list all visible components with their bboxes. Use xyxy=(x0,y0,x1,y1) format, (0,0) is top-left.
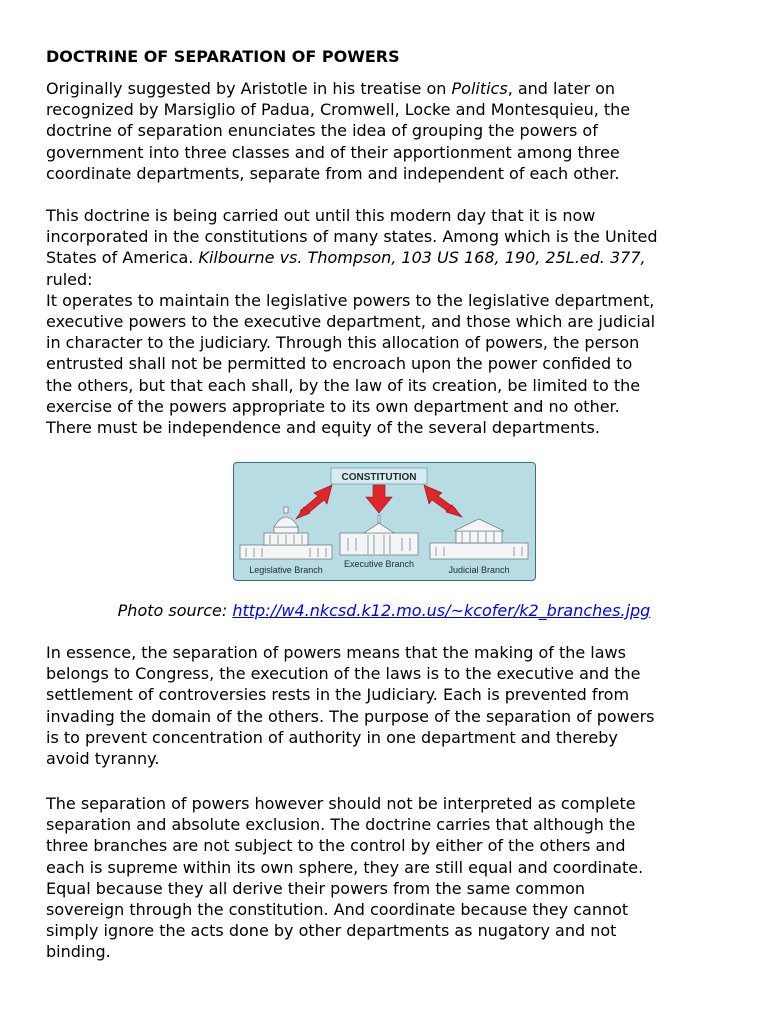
text-line: doctrine of separation enunciates the idea of grouping the powers of xyxy=(46,121,598,141)
arrow-down-icon xyxy=(366,485,392,513)
text-line: It operates to maintain the legislative powers to the legislative department, xyxy=(46,290,655,310)
text-line: The separation of powers however should not be interpreted as complete xyxy=(46,794,636,813)
text-run: Originally suggested by Aristotle in his treatise on xyxy=(46,79,452,98)
paragraph-modern-day xyxy=(46,205,736,438)
text-line: exercise of the powers appropriate to its own department and no other. xyxy=(46,396,620,416)
photo-caption xyxy=(0,600,768,621)
text-line: belongs to Congress, the execution of the laws is to the executive and the xyxy=(46,664,641,684)
text-line xyxy=(46,78,736,99)
constitution-label: CONSTITUTION xyxy=(341,472,417,483)
text-line: entrusted shall not be permitted to encroach upon the power confided to xyxy=(46,354,633,374)
photo-source-link[interactable]: http://w4.nkcsd.k12.mo.us/~kcofer/k2_branches.jpg xyxy=(232,601,651,620)
text-line: invading the domain of the others. The purpose of the separation of powers xyxy=(46,706,655,726)
text-line: ruled: xyxy=(46,269,93,289)
arrow-left-icon xyxy=(296,485,332,519)
judicial-branch-label: Judicial Branch xyxy=(448,565,510,575)
text-line: settlement of controversies rests in the Judiciary. Each is prevented from xyxy=(46,685,630,705)
text-line: is to prevent concentration of authority in one department and thereby xyxy=(46,727,618,747)
court-building-icon xyxy=(430,519,528,559)
text-line: incorporated in the constitutions of many states. Among which is the United xyxy=(46,227,658,247)
text-line xyxy=(46,247,736,268)
text-line: binding. xyxy=(46,942,111,962)
text-line: Equal because they all derive their powers from the same common xyxy=(46,878,586,898)
text-line: executive powers to the executive department, and those which are judicial xyxy=(46,312,656,332)
legislative-branch-label: Legislative Branch xyxy=(249,565,323,575)
text-line: the others, but that each shall, by the law of its creation, be limited to the xyxy=(46,375,641,395)
text-line: avoid tyranny. xyxy=(46,749,160,769)
text-line: three branches are not subject to the control by either of the others and xyxy=(46,836,626,856)
document-title: DOCTRINE OF SEPARATION OF POWERS xyxy=(46,47,400,66)
text-line: separation and absolute exclusion. The doctrine carries that although the xyxy=(46,815,636,835)
text-line: in character to the judiciary. Through this allocation of powers, the person xyxy=(46,333,640,353)
text-line: sovereign through the constitution. And coordinate because they cannot xyxy=(46,900,629,920)
paragraph-essence xyxy=(46,642,736,769)
branches-diagram xyxy=(233,462,536,581)
italic-text-run: Politics xyxy=(451,79,508,98)
text-line: each is supreme within its own sphere, they are still equal and coordinate. xyxy=(46,857,644,877)
case-citation: Kilbourne vs. Thompson, 103 US 168, 190, 25L.ed. 377, xyxy=(198,248,646,268)
text-line: recognized by Marsiglio of Padua, Cromwell, Locke and Montesquieu, the xyxy=(46,100,631,120)
capitol-building-icon xyxy=(240,507,332,559)
paragraph-origin xyxy=(46,78,736,184)
white-house-icon xyxy=(340,515,418,555)
text-line: This doctrine is being carried out until this modern day that it is now xyxy=(46,206,596,225)
text-line: There must be independence and equity of the several departments. xyxy=(46,418,600,438)
text-line: government into three classes and of their apportionment among three xyxy=(46,142,620,162)
text-line: simply ignore the acts done by other departments as nugatory and not xyxy=(46,921,617,941)
arrow-right-icon xyxy=(424,485,462,517)
caption-label: Photo source: xyxy=(117,601,233,620)
text-run: States of America. xyxy=(46,248,199,268)
paragraph-coordinate xyxy=(46,793,736,963)
executive-branch-label: Executive Branch xyxy=(343,559,415,569)
text-line: In essence, the separation of powers means that the making of the laws xyxy=(46,643,626,662)
branches-diagram-svg xyxy=(234,463,535,580)
text-line: coordinate departments, separate from and independent of each other. xyxy=(46,163,620,183)
text-run: , and later on xyxy=(507,79,616,98)
